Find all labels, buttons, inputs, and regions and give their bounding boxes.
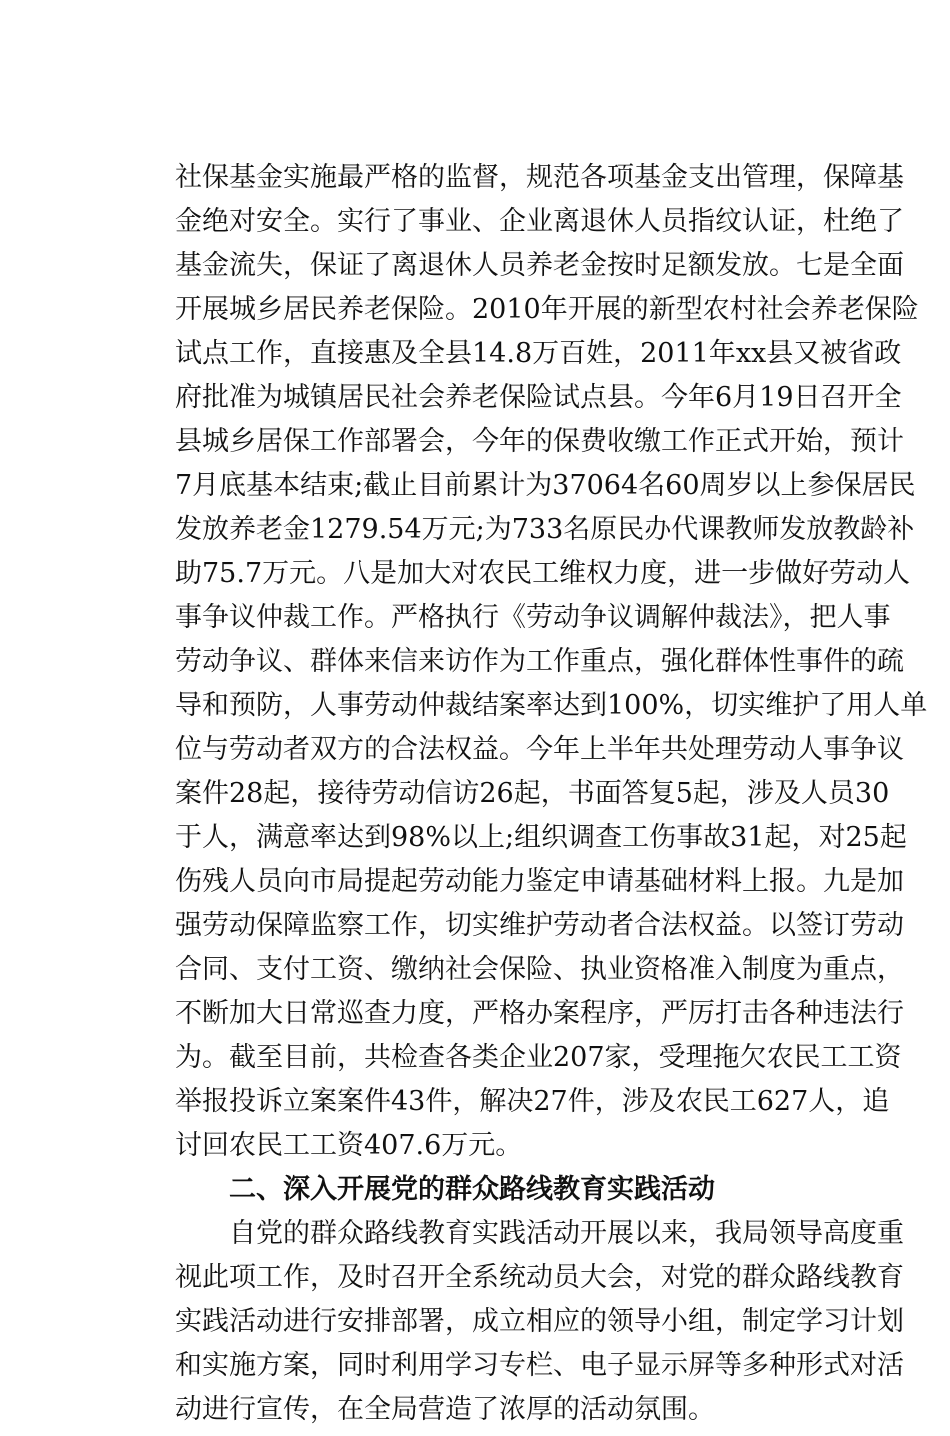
text-line: 于人，满意率达到98%以上;组织调查工伤事故31起，对25起 xyxy=(175,822,907,853)
text-line: 视此项工作，及时召开全系统动员大会，对党的群众路线教育 xyxy=(175,1262,904,1293)
text-line: 合同、支付工资、缴纳社会保险、执业资格准入制度为重点， xyxy=(175,954,904,985)
text-line: 发放养老金1279.54万元;为733名原民办代课教师发放教龄补 xyxy=(175,514,915,545)
text-line: 不断加大日常巡查力度，严格办案程序，严厉打击各种违法行 xyxy=(175,998,904,1029)
text-line: 动进行宣传，在全局营造了浓厚的活动氛围。 xyxy=(175,1394,715,1425)
text-line: 7月底基本结束;截止目前累计为37064名60周岁以上参保居民 xyxy=(175,470,916,501)
text-line: 府批准为城镇居民社会养老保险试点县。今年6月19日召开全 xyxy=(175,382,902,413)
text-line: 基金流失，保证了离退休人员养老金按时足额发放。七是全面 xyxy=(175,250,904,281)
text-line: 自党的群众路线教育实践活动开展以来，我局领导高度重 xyxy=(229,1218,904,1249)
text-line: 和实施方案，同时利用学习专栏、电子显示屏等多种形式对活 xyxy=(175,1350,904,1381)
text-line: 伤残人员向市局提起劳动能力鉴定申请基础材料上报。九是加 xyxy=(175,866,904,897)
text-line: 劳动争议、群体来信来访作为工作重点，强化群体性事件的疏 xyxy=(175,646,904,677)
text-line: 为。截至目前，共检查各类企业207家，受理拖欠农民工工资 xyxy=(175,1042,902,1073)
text-line: 事争议仲裁工作。严格执行《劳动争议调解仲裁法》，把人事 xyxy=(175,602,891,633)
text-line: 位与劳动者双方的合法权益。今年上半年共处理劳动人事争议 xyxy=(175,734,904,765)
text-line: 开展城乡居民养老保险。2010年开展的新型农村社会养老保险 xyxy=(175,294,919,325)
text-line: 社保基金实施最严格的监督，规范各项基金支出管理，保障基 xyxy=(175,162,904,193)
text-line: 县城乡居保工作部署会，今年的保费收缴工作正式开始，预计 xyxy=(175,426,904,457)
text-line: 导和预防，人事劳动仲裁结案率达到100%，切实维护了用人单 xyxy=(175,690,928,721)
text-line: 试点工作，直接惠及全县14.8万百姓，2011年xx县又被省政 xyxy=(175,338,902,369)
text-line: 讨回农民工工资407.6万元。 xyxy=(175,1130,523,1161)
text-line: 实践活动进行安排部署，成立相应的领导小组，制定学习计划 xyxy=(175,1306,904,1337)
text-line: 助75.7万元。八是加大对农民工维权力度，进一步做好劳动人 xyxy=(175,558,911,589)
text-line: 强劳动保障监察工作，切实维护劳动者合法权益。以签订劳动 xyxy=(175,910,904,941)
section-heading: 二、深入开展党的群众路线教育实践活动 xyxy=(229,1174,715,1205)
text-line: 举报投诉立案案件43件，解决27件，涉及农民工627人，追 xyxy=(175,1086,890,1117)
text-line: 金绝对安全。实行了事业、企业离退休人员指纹认证，杜绝了 xyxy=(175,206,904,237)
text-line: 案件28起，接待劳动信访26起，书面答复5起，涉及人员30 xyxy=(175,778,890,809)
